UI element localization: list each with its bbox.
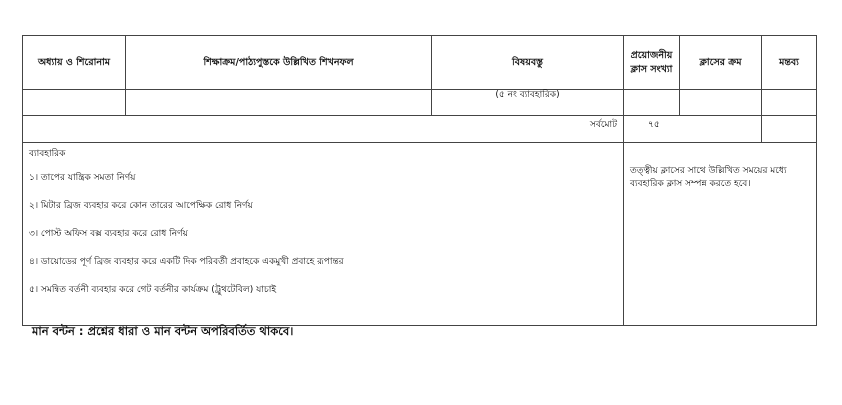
total-empty-cell-end <box>762 116 817 143</box>
marks-distribution-note: মান বন্টন : প্রশ্নের ধারা ও মান বন্টন অপরিবর্তিত থাকবে। <box>32 324 294 338</box>
practical-remark: তত্ত্বীয় ক্লাসের সাথে উল্লিখিত সময়ের মধ্যে ব্যবহারিক ক্লাস সম্পন্ন করতে হবে। <box>624 143 817 326</box>
syllabus-table <box>22 35 817 326</box>
practical-heading: ব্যাবহারিক <box>29 149 66 159</box>
table-row <box>23 90 817 116</box>
header-chapter-title: অধ্যায় ও শিরোনাম <box>23 36 126 90</box>
header-learning-outcome: শিক্ষাক্রম/পাঠ্যপুস্তকে উল্লিখিত শিখনফল <box>126 36 432 90</box>
practical-cell <box>23 143 624 326</box>
practical-item-5: ৫। সমন্বিত বর্তনী ব্যবহার করে গেট বর্তনীর কার্যক্রম (ট্রুথটেবিল) যাচাই <box>29 285 277 295</box>
cell-required-classes <box>624 90 680 116</box>
header-required-classes: প্রয়োজনীয় ক্লাস সংখ্যা <box>624 36 680 90</box>
practical-item-4: ৪। ডায়োডের পূর্ণ ব্রিজ ব্যবহার করে একটি দিক পরিবর্তী প্রবাহকে একমুখী প্রবাহে রূপান্তর <box>29 257 344 267</box>
practical-item-3: ৩। পোস্ট অফিস বক্স ব্যবহার করে রোধ নির্ণয় <box>29 229 188 239</box>
table-header-row <box>23 36 817 90</box>
practical-item-2: ২। মিটার ব্রিজ ব্যবহার করে কোন তারের আপেক্ষিক রোধ নির্ণয় <box>29 201 253 211</box>
header-content: বিষয়বস্তু <box>432 36 624 90</box>
header-remarks: মন্তব্য <box>762 36 817 90</box>
practical-list <box>29 172 617 296</box>
header-class-order: ক্লাসের ক্রম <box>680 36 762 90</box>
total-empty-cell <box>680 116 762 143</box>
cell-chapter-title <box>23 90 126 116</box>
cell-remarks <box>762 90 817 116</box>
practical-row <box>23 143 817 326</box>
cell-content: (৫ নং ব্যাবহারিক) <box>432 90 624 116</box>
cell-class-order <box>680 90 762 116</box>
cell-learning-outcome <box>126 90 432 116</box>
total-row <box>23 116 817 143</box>
total-value: ৭৫ <box>624 116 680 143</box>
total-label: সর্বমোট <box>23 116 624 143</box>
practical-item-1: ১। তাপের যান্ত্রিক সমতা নির্ণয় <box>29 173 136 183</box>
